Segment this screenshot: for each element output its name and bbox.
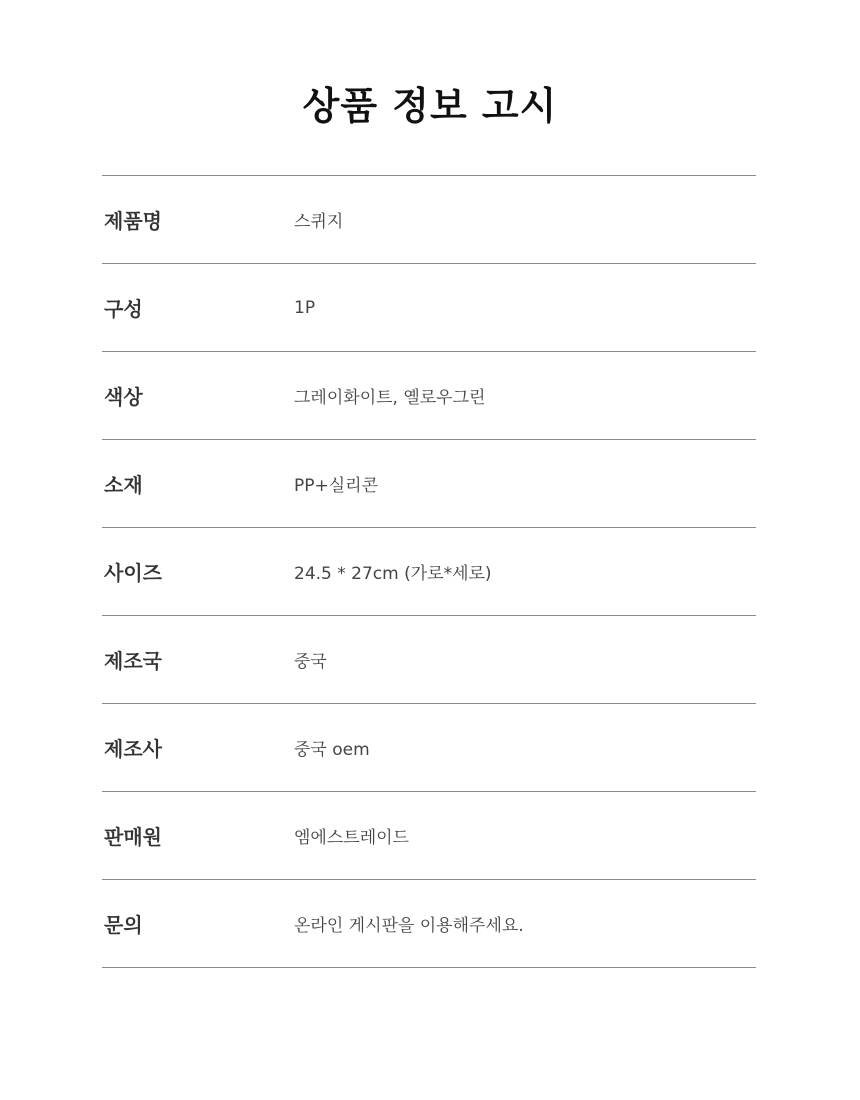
- info-label: 제조국: [104, 649, 162, 673]
- info-label: 제품명: [104, 209, 162, 233]
- info-value: 스퀴지: [294, 212, 344, 232]
- info-row-inquiry: [102, 880, 756, 968]
- info-label: 구성: [104, 297, 143, 321]
- page-title: 상품 정보 고시: [302, 84, 558, 128]
- info-label: 소재: [104, 473, 143, 497]
- info-row-seller: [102, 792, 756, 880]
- info-value: 중국: [294, 652, 327, 672]
- info-label: 색상: [104, 385, 143, 409]
- info-label: 문의: [104, 913, 143, 937]
- info-row-manufacturer: [102, 704, 756, 792]
- info-row-country-of-manufacture: [102, 616, 756, 704]
- info-value: 중국 oem: [294, 740, 370, 760]
- info-row-product-name: [102, 176, 756, 264]
- info-value: 그레이화이트, 옐로우그린: [294, 388, 486, 408]
- product-info-table: [102, 175, 756, 968]
- info-label: 판매원: [104, 825, 162, 849]
- info-row-color: [102, 352, 756, 440]
- info-label: 사이즈: [104, 561, 162, 585]
- info-row-composition: [102, 264, 756, 352]
- info-value: 엠에스트레이드: [294, 828, 409, 848]
- info-value: 온라인 게시판을 이용해주세요.: [294, 916, 524, 936]
- info-value: 24.5 * 27cm (가로*세로): [294, 564, 492, 584]
- info-label: 제조사: [104, 737, 162, 761]
- info-value: PP+실리콘: [294, 476, 379, 496]
- info-row-material: [102, 440, 756, 528]
- info-value: 1P: [294, 297, 316, 318]
- info-row-size: [102, 528, 756, 616]
